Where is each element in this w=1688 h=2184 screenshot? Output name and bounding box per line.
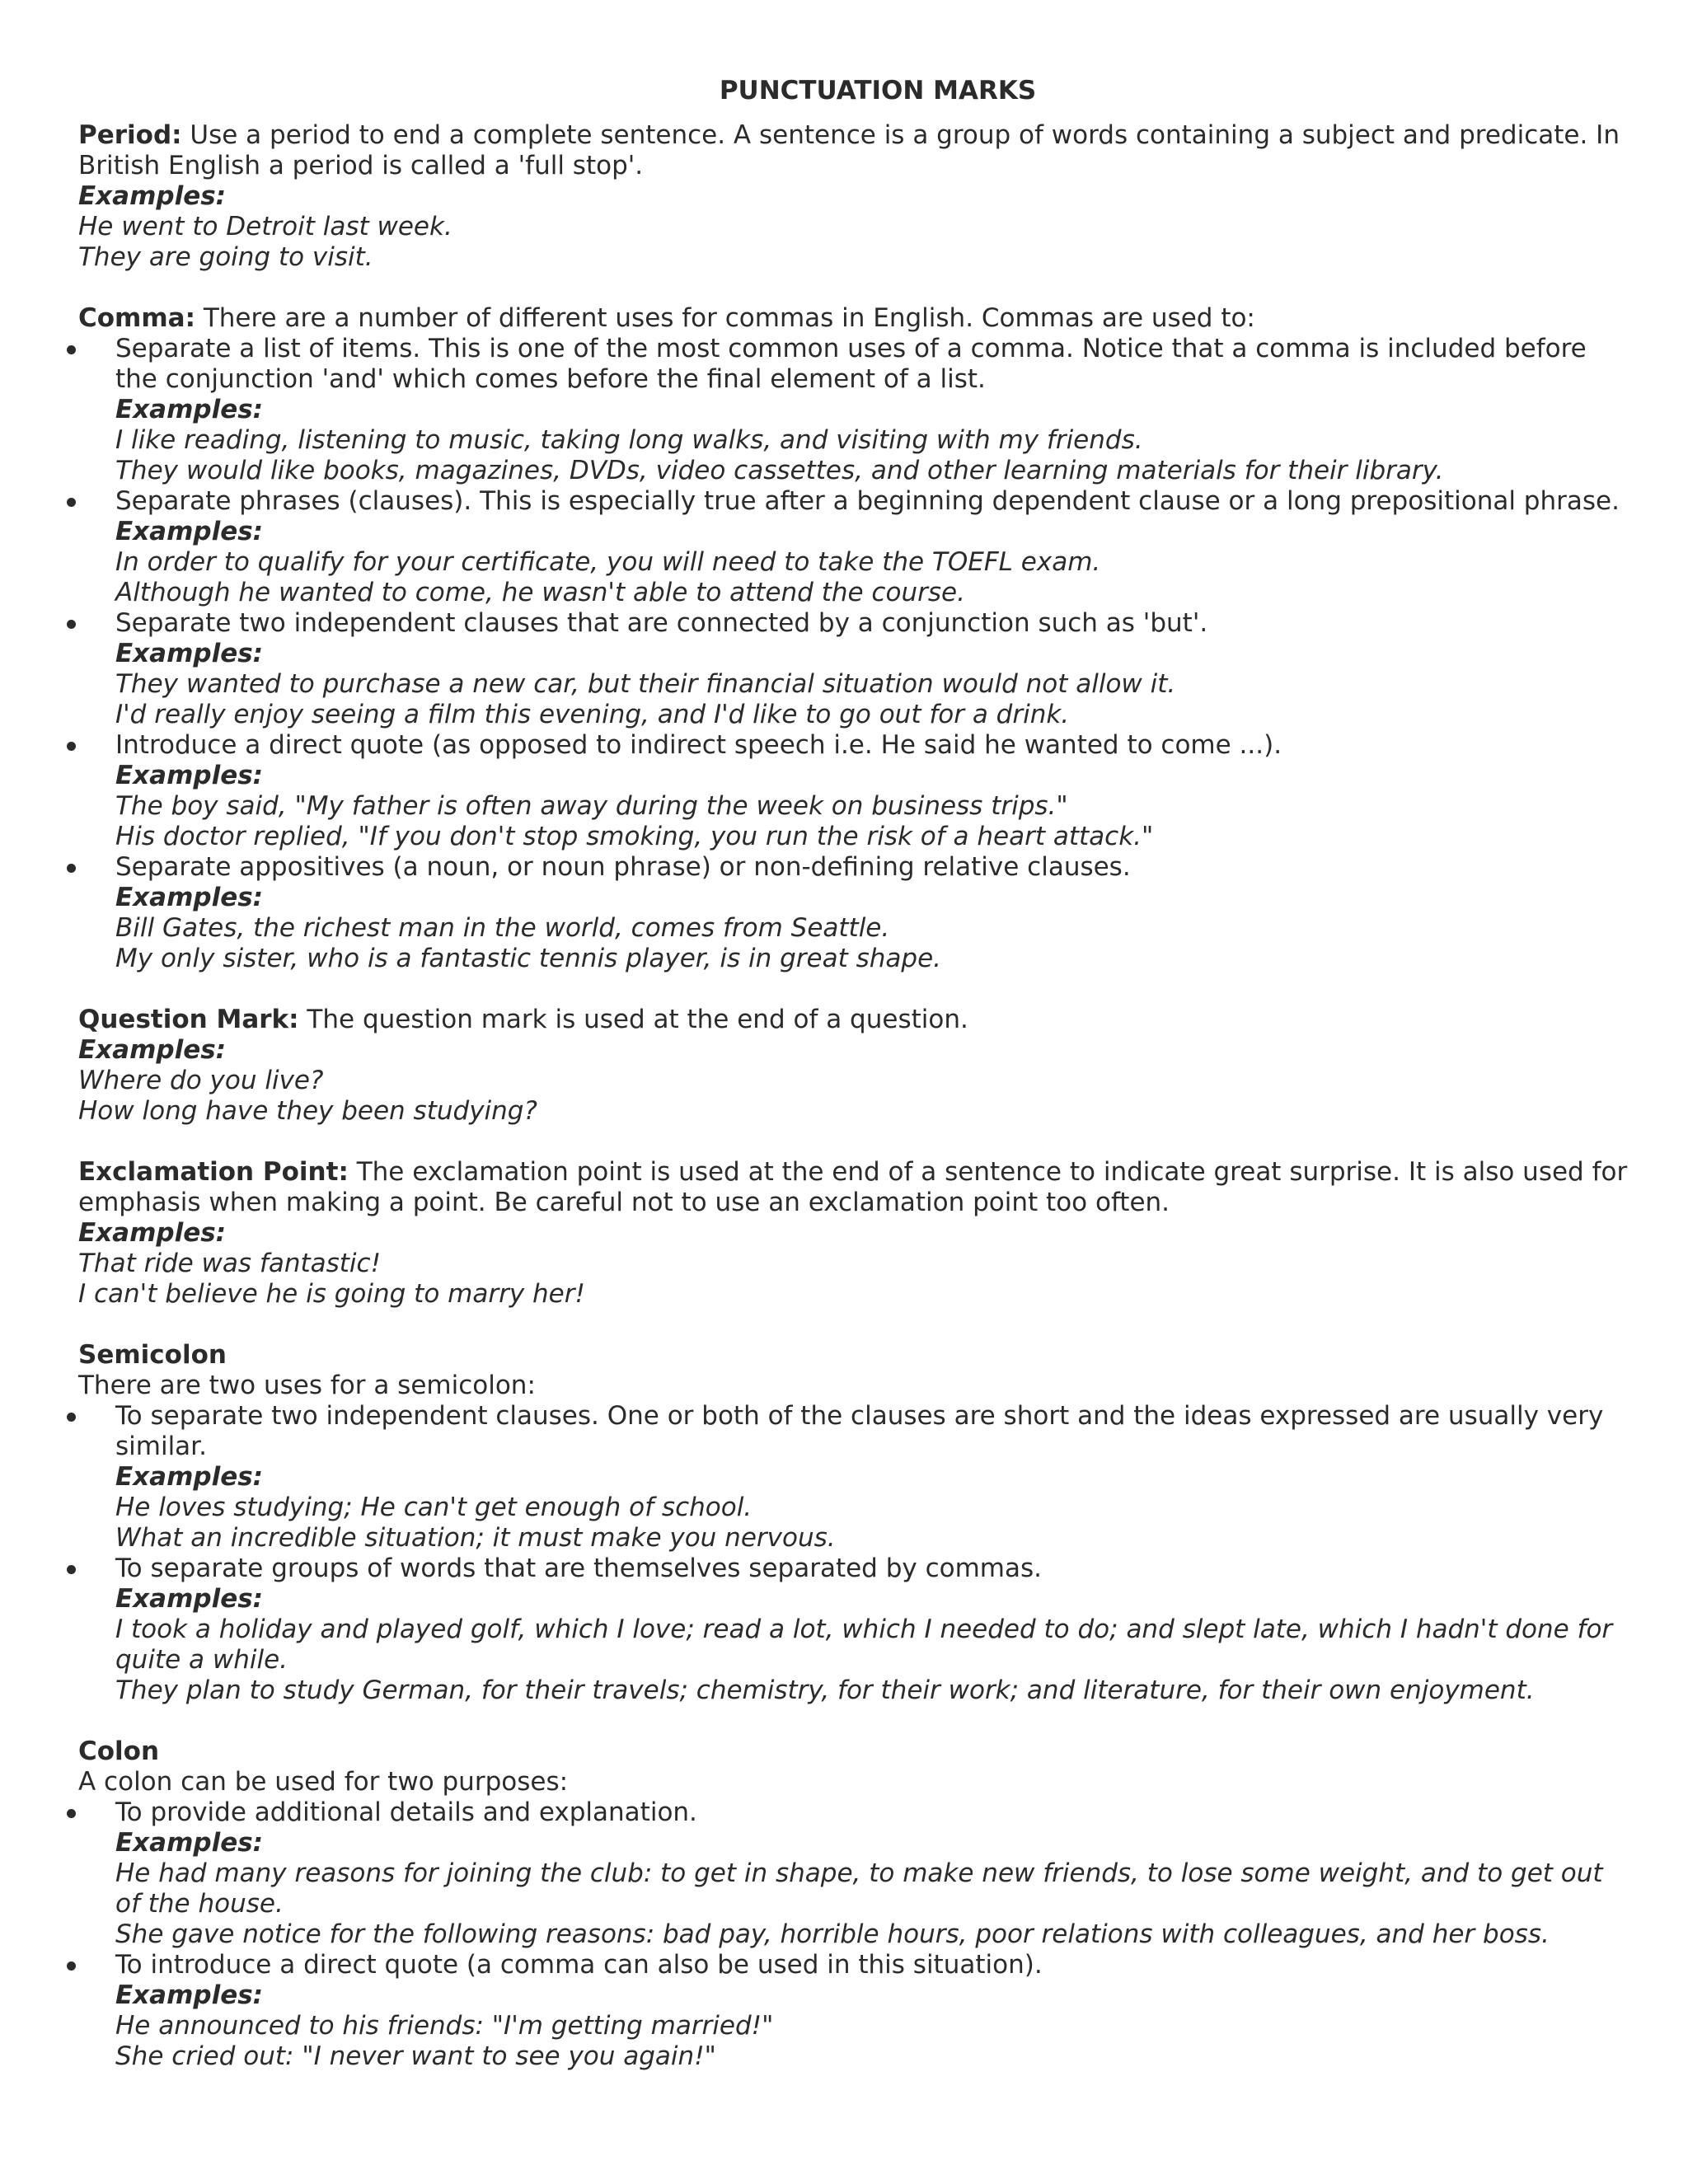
examples-heading: Examples: [115,761,264,790]
list-item [78,1554,1628,1706]
bullet-icon [67,742,76,751]
example-line: They plan to study German, for their travels; chemistry, for their work; and literature, for their own enjoyment. [115,1675,1535,1705]
examples-heading: Examples: [115,1980,264,2010]
list-item-text: Separate phrases (clauses). This is especially true after a beginning dependent clause or a long prepositional phrase. [115,486,1620,516]
comma-label: Comma: [78,303,195,333]
question-mark-text: The question mark is used at the end of a question. [298,1005,968,1034]
exclamation-definition [78,1157,1628,1218]
examples-heading: Examples: [78,1035,227,1065]
examples-heading: Examples: [115,639,264,668]
bullet-icon [67,1961,76,1971]
bullet-icon [67,1413,76,1422]
example-line: His doctor replied, "If you don't stop smoking, you run the risk of a heart attack." [115,822,1154,851]
example-line: He announced to his friends: "I'm getting married!" [115,2011,774,2041]
colon-intro: A colon can be used for two purposes: [78,1767,569,1797]
colon-label: Colon [78,1736,160,1766]
section-question-mark [78,1005,1628,1127]
page-title: PUNCTUATION MARKS [719,76,1037,105]
list-item-text: Introduce a direct quote (as opposed to indirect speech i.e. He said he wanted to come ...). [115,730,1282,760]
example-line: That ride was fantastic! [78,1249,382,1278]
example-line: He had many reasons for joining the club: to get in shape, to make new friends, to lose some weight, and to get out of the house. [115,1858,1603,1919]
list-item [78,730,1628,852]
list-item-text: Separate appositives (a noun, or noun phrase) or non-defining relative clauses. [115,852,1131,882]
period-definition [78,120,1628,181]
examples-heading: Examples: [115,883,264,912]
period-text: Use a period to end a complete sentence. A sentence is a group of words containing a subject and predicate. In British English a period is called a 'full stop'. [78,120,1620,180]
example-line: They wanted to purchase a new car, but their financial situation would not allow it. [115,669,1176,699]
list-item-text: To introduce a direct quote (a comma can also be used in this situation). [115,1950,1043,1980]
list-item-text: To provide additional details and explanation. [115,1797,697,1827]
example-line: I'd really enjoy seeing a film this evening, and I'd like to go out for a drink. [115,700,1070,729]
example-line: I can't believe he is going to marry her! [78,1279,585,1309]
examples-heading: Examples: [115,1828,264,1858]
example-line: He went to Detroit last week. [78,212,452,241]
section-colon [78,1736,1628,2072]
question-mark-definition [78,1005,1628,1035]
colon-uses-list [78,1797,1628,2072]
list-item [78,1797,1628,1950]
list-item-text: To separate two independent clauses. One or both of the clauses are short and the ideas expressed are usually very similar. [115,1401,1604,1461]
comma-text: There are a number of different uses for commas in English. Commas are used to: [195,303,1255,333]
example-line: My only sister, who is a fantastic tennis player, is in great shape. [115,944,942,973]
list-item [78,608,1628,730]
list-item-text: Separate a list of items. This is one of the most common uses of a comma. Notice that a comma is included before the conjunction 'and' which comes before the final element of a list. [115,334,1587,394]
section-exclamation-point [78,1157,1628,1310]
semicolon-uses-list [78,1401,1628,1706]
example-line: The boy said, "My father is often away during the week on business trips." [115,791,1068,821]
semicolon-label: Semicolon [78,1340,227,1370]
example-line: She gave notice for the following reasons: bad pay, horrible hours, poor relations with colleagues, and her boss. [115,1919,1550,1949]
exclamation-label: Exclamation Point: [78,1157,349,1187]
example-line: I like reading, listening to music, taking long walks, and visiting with my friends. [115,425,1143,455]
document-page [78,76,1628,2072]
section-semicolon [78,1340,1628,1706]
example-line: They are going to visit. [78,242,373,272]
list-item [78,852,1628,974]
list-item-text: To separate groups of words that are themselves separated by commas. [115,1554,1042,1583]
bullet-icon [67,498,76,507]
bullet-icon [67,864,76,873]
section-comma [78,303,1628,974]
examples-heading: Examples: [115,395,264,424]
examples-heading: Examples: [78,1218,227,1248]
example-line: I took a holiday and played golf, which I love; read a lot, which I needed to do; and slept late, which I hadn't done for quite a while. [115,1615,1613,1675]
examples-heading: Examples: [115,517,264,546]
example-line: In order to qualify for your certificate, you will need to take the TOEFL exam. [115,547,1101,577]
example-line: Bill Gates, the richest man in the world, comes from Seattle. [115,913,890,943]
period-label: Period: [78,120,182,150]
bullet-icon [67,345,76,354]
comma-uses-list [78,334,1628,974]
example-line: Where do you live? [78,1066,324,1095]
bullet-icon [67,620,76,629]
list-item-text: Separate two independent clauses that are connected by a conjunction such as 'but'. [115,608,1208,638]
list-item [78,1950,1628,2072]
examples-heading: Examples: [115,1462,264,1492]
examples-heading: Examples: [115,1584,264,1614]
example-line: What an incredible situation; it must make you nervous. [115,1523,836,1553]
comma-definition [78,303,1628,334]
example-line: They would like books, magazines, DVDs, video cassettes, and other learning materials for their library. [115,456,1444,485]
examples-heading: Examples: [78,181,227,211]
exclamation-text: The exclamation point is used at the end of a sentence to indicate great surprise. It is also used for emphasis when making a point. Be careful not to use an exclamation point too often. [78,1157,1628,1217]
example-line: How long have they been studying? [78,1096,537,1126]
list-item [78,1401,1628,1554]
list-item [78,486,1628,608]
semicolon-intro: There are two uses for a semicolon: [78,1371,536,1400]
bullet-icon [67,1565,76,1574]
example-line: He loves studying; He can't get enough of school. [115,1493,753,1522]
example-line: She cried out: "I never want to see you again!" [115,2041,716,2071]
example-line: Although he wanted to come, he wasn't able to attend the course. [115,578,965,607]
bullet-icon [67,1809,76,1818]
list-item [78,334,1628,486]
section-period [78,120,1628,273]
question-mark-label: Question Mark: [78,1005,299,1034]
